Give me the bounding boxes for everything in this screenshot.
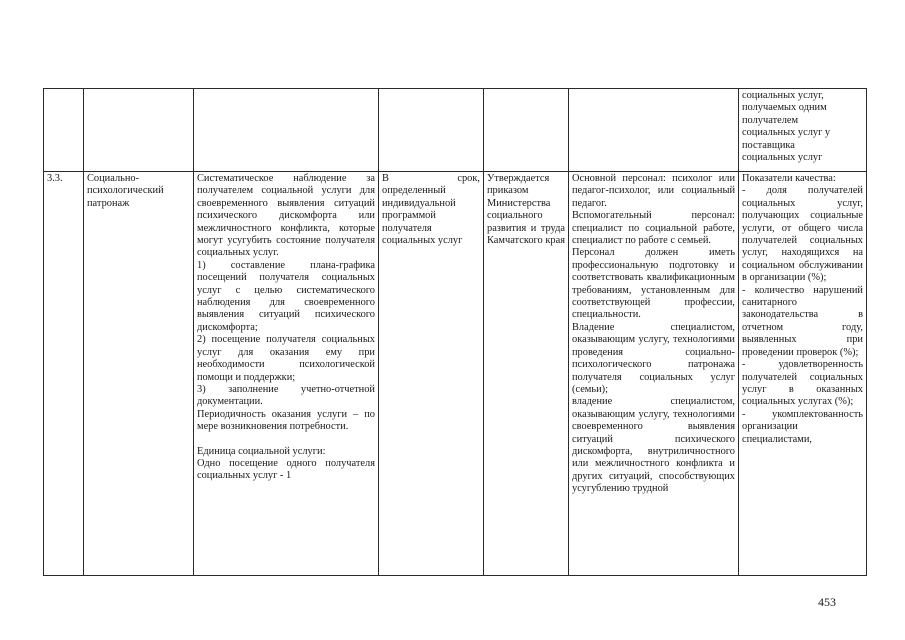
cell-tariff: Утверждается приказом Министерства социального развития и труда Камчатского края	[484, 172, 569, 576]
cell-empty	[194, 89, 379, 172]
cell-empty	[569, 89, 739, 172]
conditions-paragraph: владение специалистом, оказывающим услугу, технологиями своевременного выявления ситуаций психического дискомфорта, внутриличностного или межличностного конфликта и других ситуаций, способствующих усугублению трудной	[572, 396, 735, 495]
conditions-paragraph: Персонал должен иметь профессиональную подготовку и соответствовать квалификационным требованиям, установленным для соответствующей профессии, специальности.	[572, 247, 735, 321]
description-paragraph: Одно посещение одного получателя социальных услуг - 1	[197, 457, 375, 482]
cell-empty	[484, 89, 569, 172]
cell-conditions	[569, 172, 739, 576]
cell-number: 3.3.	[44, 172, 84, 576]
conditions-paragraph: Основной персонал: психолог или педагог-психолог, или социальный педагог.	[572, 173, 735, 209]
description-paragraph: 1) составление плана-графика посещений получателя социальных услуг с целью систематического наблюдения для своевременного выявления ситуаций психического дискомфорта;	[197, 259, 375, 333]
conditions-paragraph: Владение специалистом, оказывающим услугу, технологиями проведения социально-психологического патронажа получателя социальных услуг (семьи);	[572, 321, 735, 395]
indicator-line: социальных услуг	[742, 152, 823, 164]
indicator-line: получаемых одним	[742, 102, 827, 114]
indicator-paragraph: - доля получателей социальных услуг, получающих социальные услуги, от общего числа получателей социальных услуг, находящихся на социальном обслуживании в организации (%);	[742, 185, 863, 284]
description-paragraph: Систематическое наблюдение за получателем социальной услуги для своевременного выявления ситуаций психического дискомфорта или межличностного конфликта, которые могут усугубить состояние получателя социальных услуг.	[197, 173, 375, 259]
cell-description	[194, 172, 379, 576]
page-number: 453	[818, 595, 836, 609]
indicator-paragraph: - удовлетворенность получателей социальных услуг в оказанных социальных услугах (%);	[742, 359, 863, 408]
indicator-line: социальных услуг у	[742, 127, 831, 139]
cell-empty	[379, 89, 484, 172]
cell-term: В срок, определенный индивидуальной программой получателя социальных услуг	[379, 172, 484, 576]
description-paragraph: Единица социальной услуги:	[197, 445, 326, 457]
description-paragraph: Периодичность оказания услуги – по мере возникновения потребности.	[197, 408, 375, 433]
services-table	[43, 88, 867, 576]
cell-service-name: Социально-психологический патронаж	[84, 172, 194, 576]
table-row-continued	[44, 89, 867, 172]
description-paragraph: 2) посещение получателя социальных услуг для оказания ему при необходимости психологической помощи и поддержки;	[197, 334, 375, 383]
conditions-paragraph: Вспомогательный персонал: специалист по социальной работе, специалист по работе с семьей.	[572, 210, 735, 247]
indicator-line: поставщика	[742, 139, 795, 151]
cell-empty	[84, 89, 194, 172]
cell-indicators-continued	[739, 89, 867, 172]
cell-empty	[44, 89, 84, 172]
cell-indicators	[739, 172, 867, 576]
spacer	[197, 434, 375, 446]
description-paragraph: 3) заполнение учетно-отчетной документации.	[197, 383, 375, 408]
indicator-paragraph: Показатели качества:	[742, 173, 836, 184]
indicator-paragraph: - количество нарушений санитарного законодательства в отчетном году, выявленных при проведении проверок (%);	[742, 284, 863, 358]
table-row-service	[44, 172, 867, 576]
indicator-line: получателем	[742, 114, 799, 126]
indicator-line: социальных услуг,	[742, 90, 824, 101]
indicator-paragraph: - укомплектованность организации специалистами,	[742, 408, 863, 445]
